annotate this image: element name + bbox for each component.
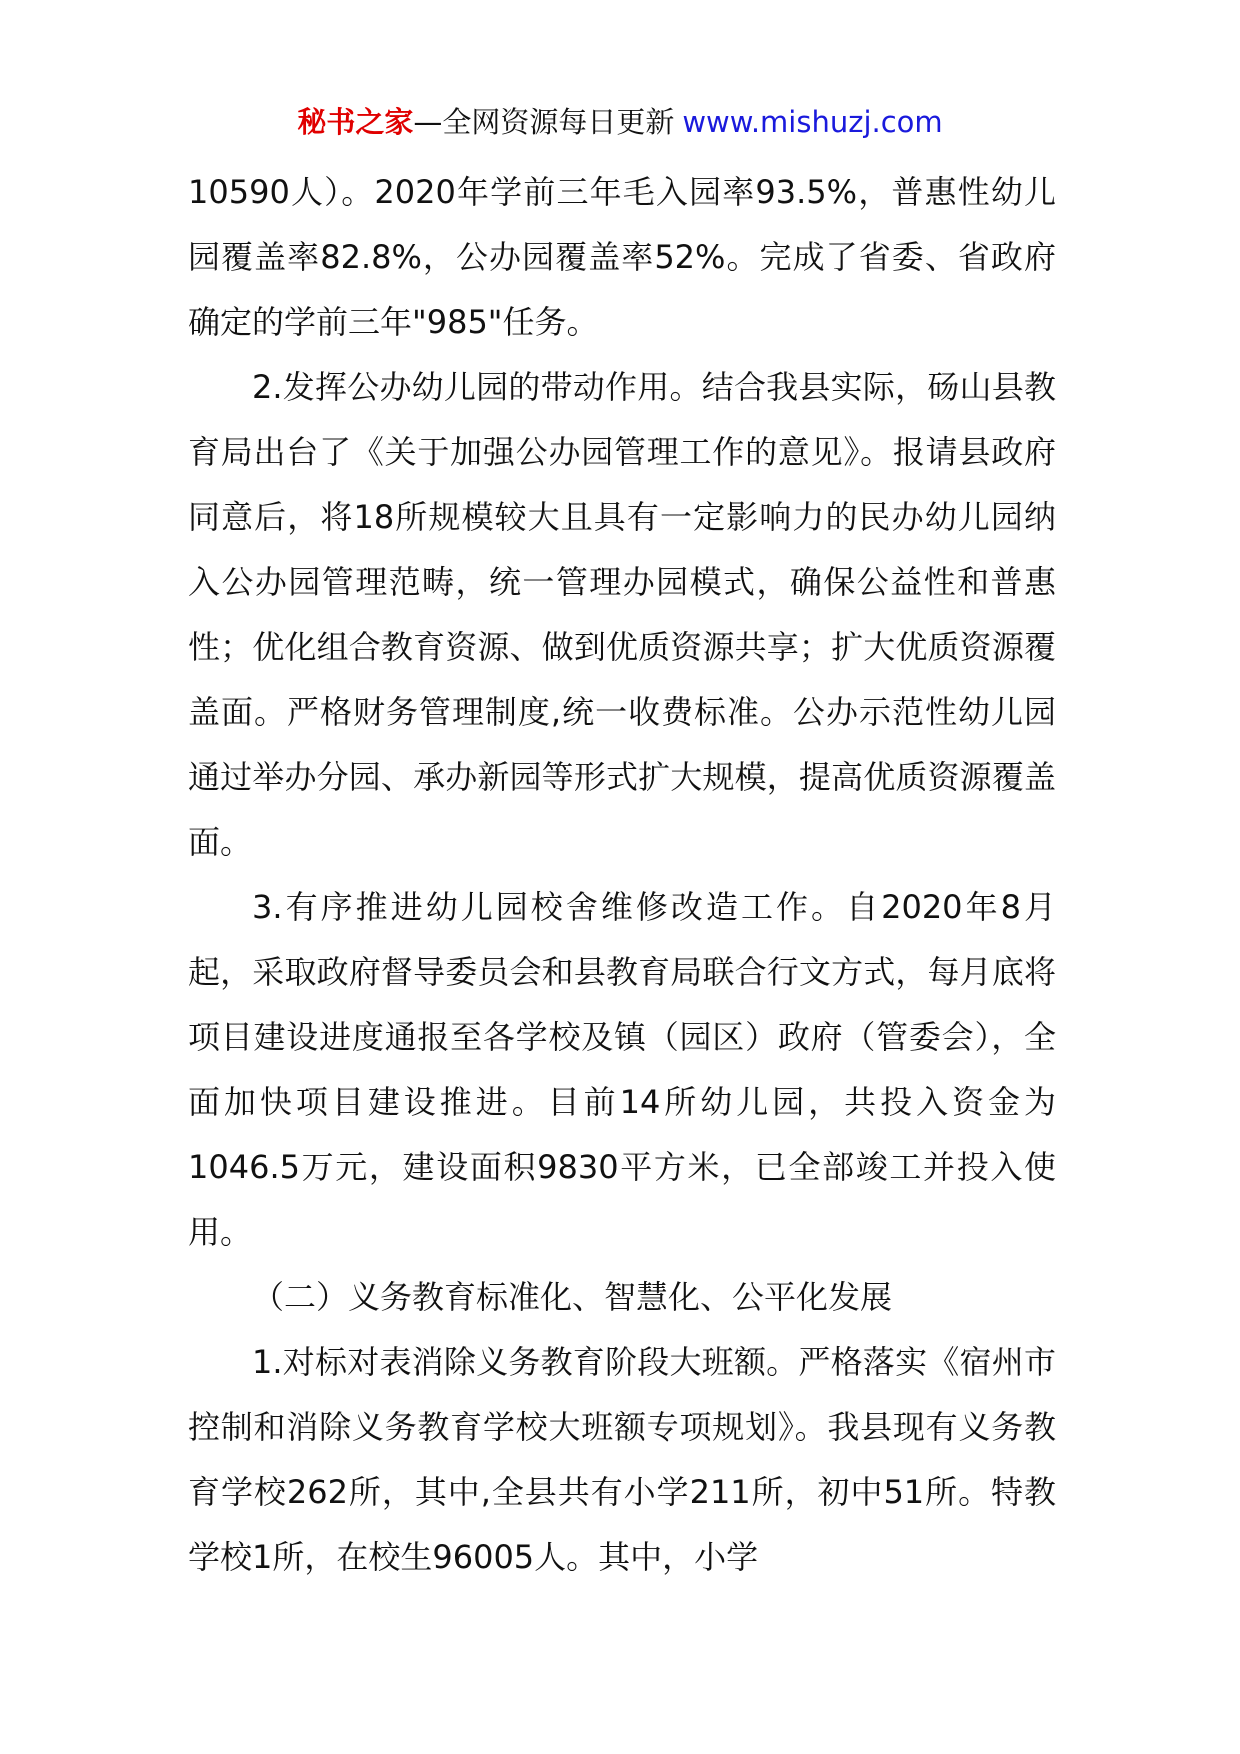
document-body	[188, 160, 1056, 1590]
page-header	[0, 100, 1240, 144]
site-brand: 秘书之家	[297, 105, 414, 139]
site-tagline: —全网资源每日更新	[413, 105, 675, 139]
paragraph-enrollment-stats: 10590人）。2020年学前三年毛入园率93.5%，普惠性幼儿园覆盖率82.8%，公办园覆盖率52%。完成了省委、省政府确定的学前三年"985"任务。	[188, 173, 1056, 341]
paragraph-renovation-work: 3.有序推进幼儿园校舍维修改造工作。自2020年8月起，采取政府督导委员会和县教育局联合行文方式，每月底将项目建设进度通报至各学校及镇（园区）政府（管委会），全面加快项目建设推进。目前14所幼儿园，共投入资金为1046.5万元，建设面积9830平方米，已全部竣工并投入使用。	[188, 888, 1056, 1251]
site-url-link[interactable]: www.mishuzj.com	[682, 105, 943, 139]
paragraph-class-size: 1.对标对表消除义务教育阶段大班额。严格落实《宿州市控制和消除义务教育学校大班额专项规划》。我县现有义务教育学校262所，其中,全县共有小学211所，初中51所。特教学校1所，在校生96005人。其中，小学	[188, 1343, 1056, 1576]
paragraph-public-kindergarten-role: 2.发挥公办幼儿园的带动作用。结合我县实际，砀山县教育局出台了《关于加强公办园管理工作的意见》。报请县政府同意后，将18所规模较大且具有一定影响力的民办幼儿园纳入公办园管理范畴，统一管理办园模式，确保公益性和普惠性；优化组合教育资源、做到优质资源共享；扩大优质资源覆盖面。严格财务管理制度,统一收费标准。公办示范性幼儿园通过举办分园、承办新园等形式扩大规模，提高优质资源覆盖面。	[188, 368, 1056, 861]
section-heading-compulsory-education: （二）义务教育标准化、智慧化、公平化发展	[252, 1278, 893, 1316]
